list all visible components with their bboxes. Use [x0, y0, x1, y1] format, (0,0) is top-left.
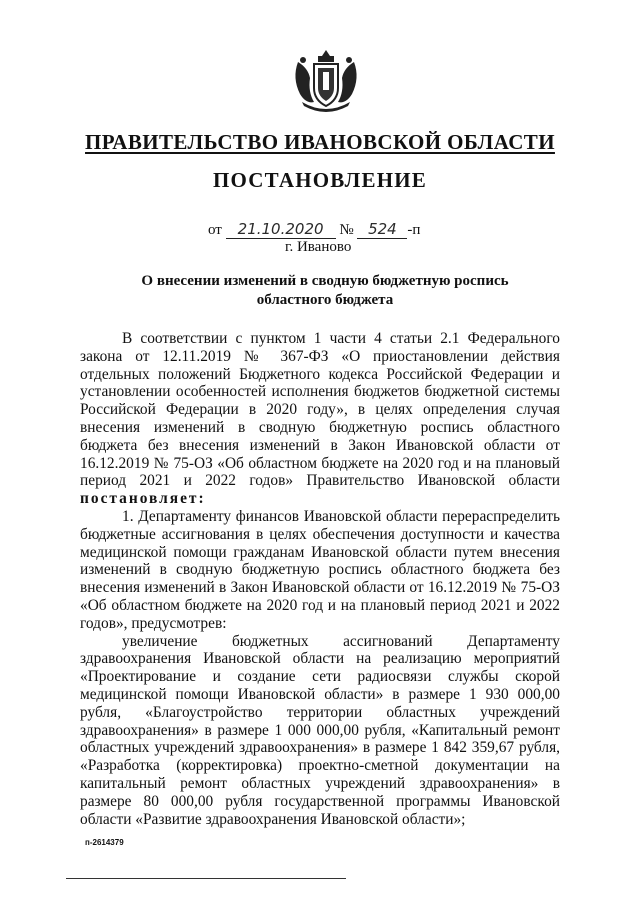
decree-number: 524: [357, 220, 407, 239]
footer-divider: [66, 878, 346, 879]
coat-of-arms-icon: [288, 44, 364, 114]
resolves-word: постановляет:: [80, 490, 206, 508]
subject-line-1: О внесении изменений в сводную бюджетную роспись: [141, 273, 509, 289]
decree-body: [80, 330, 560, 828]
item-1-paragraph: 1. Департаменту финансов Ивановской области перераспределить бюджетные ассигнования в целях обеспечения доступности и качества медицинской помощи гражданам Ивановской области путем внесения изменений в сводную бюджетную роспись областного бюджета без внесения изменений в Закон Ивановской области от 16.12.2019 № 75-ОЗ «Об областном бюджете на 2020 год и на плановый период 2021 и 2022 годов», предусмотрев:: [80, 507, 560, 632]
decree-date: 21.10.2020: [226, 220, 336, 239]
decree-subject: [120, 272, 530, 310]
document-type-title: ПОСТАНОВЛЕНИЕ: [212, 168, 428, 192]
preamble-text: В соответствии с пунктом 1 части 4 статьи 2.1 Федерального закона от 12.11.2019 № 367-ФЗ «О приостановлении действия отдельных положений Бюджетного кодекса Российской Федерации и установлении особенностей исполнения бюджетов бюджетной системы Российской Федерации в 2020 году», в целях определения случая внесения изменений в сводную бюджетную роспись областного бюджета без внесения изменений в Закон Ивановской области от 16.12.2019 № 75-ОЗ «Об областном бюджете на 2020 год и на плановый период 2021 и 2022 годов» Правительство Ивановской области: [80, 330, 560, 490]
preamble-paragraph: [80, 330, 560, 508]
subject-line-2: областного бюджета: [256, 292, 394, 308]
dateline: [208, 220, 468, 239]
number-label: №: [339, 222, 354, 238]
number-suffix: -п: [407, 222, 421, 238]
city: г. Иваново: [285, 239, 352, 255]
date-prefix: от: [208, 222, 222, 238]
item-1-detail-paragraph: увеличение бюджетных ассигнований Департаменту здравоохранения Ивановской области на реализацию мероприятий «Проектирование и создание сети радиосвязи службы скорой медицинской помощи Ивановской области» в размере 1 930 000,00 рубля, «Благоустройство территории областных учреждений здравоохранения» в размере 1 000 000,00 рубля, «Капитальный ремонт областных учреждений здравоохранения» в размере 1 842 359,67 рубля, «Разработка (корректировка) проектно-сметной документации на капитальный ремонт областных учреждений здравоохранения» в размере 80 000,00 рубля государственной программы Ивановской области «Развитие здравоохранения Ивановской области»;: [80, 632, 560, 828]
government-title: ПРАВИТЕЛЬСТВО ИВАНОВСКОЙ ОБЛАСТИ: [85, 130, 555, 154]
document-code: п-2614379: [85, 838, 124, 847]
